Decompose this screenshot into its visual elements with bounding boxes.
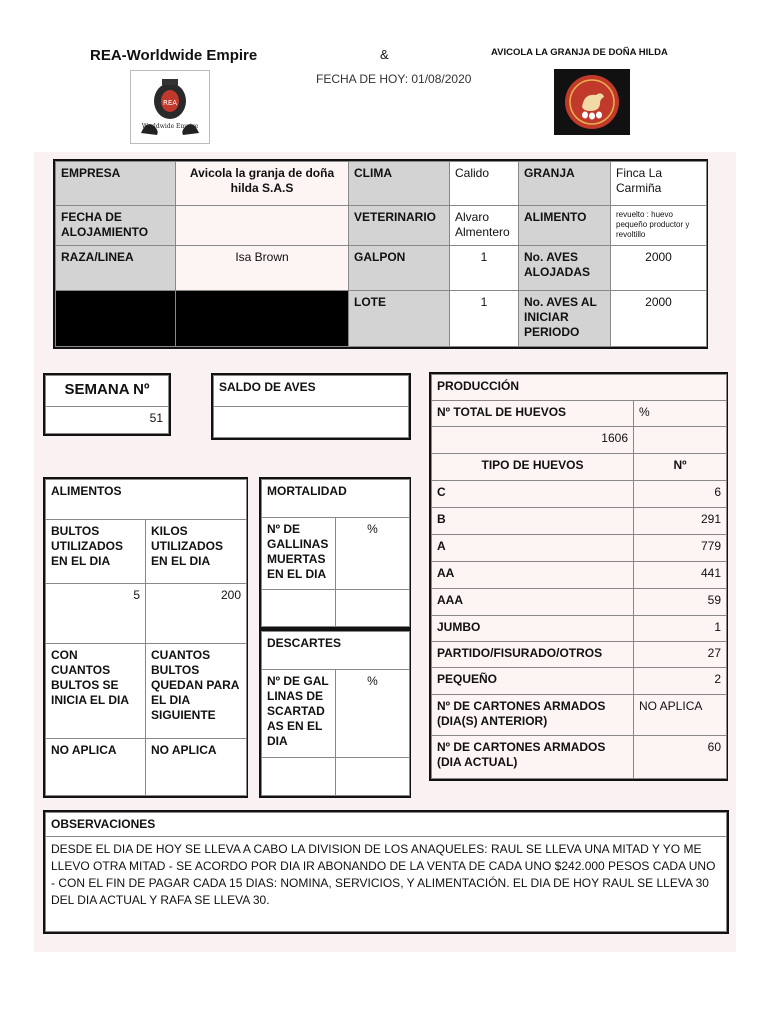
inicia-label: CON CUANTOS BULTOS SE INICIA EL DIA xyxy=(46,644,146,739)
total-huevos-value: 1606 xyxy=(432,427,634,454)
company-right-title: AVICOLA LA GRANJA DE DOÑA HILDA xyxy=(491,47,668,58)
crest-icon xyxy=(131,71,209,143)
kilos-value: 200 xyxy=(146,584,247,644)
veterinario-value: Alvaro Almentero xyxy=(450,206,519,246)
observaciones-box xyxy=(43,810,729,934)
quedan-value: NO APLICA xyxy=(146,739,247,796)
galpon-value: 1 xyxy=(450,246,519,290)
saldo-label: SALDO DE AVES xyxy=(214,376,409,407)
alimentos-title: ALIMENTOS xyxy=(46,480,247,520)
aves-inicio-value: 2000 xyxy=(611,290,707,346)
clima-label: CLIMA xyxy=(349,162,450,206)
galpon-label: GALPON xyxy=(349,246,450,290)
mortalidad-value xyxy=(262,590,336,627)
ampersand: & xyxy=(380,47,389,62)
egg-count: 59 xyxy=(634,589,727,616)
descartes-pct-value xyxy=(336,758,410,796)
total-huevos-label: Nº TOTAL DE HUEVOS xyxy=(432,401,634,427)
mortalidad-pct-label: % xyxy=(336,518,410,590)
descartes-value xyxy=(262,758,336,796)
fecha-alojamiento-label: FECHA DE ALOJAMIENTO xyxy=(56,206,176,246)
descartes-pct-label: % xyxy=(336,670,410,758)
mortalidad-table xyxy=(259,477,411,629)
granja-value: Finca La Carmiña xyxy=(611,162,707,206)
egg-count: 27 xyxy=(634,642,727,668)
empresa-value: Avicola la granja de doña hilda S.A.S xyxy=(176,162,349,206)
egg-count: 1 xyxy=(634,616,727,642)
lote-label: LOTE xyxy=(349,290,450,346)
saldo-value xyxy=(214,407,409,438)
veterinario-label: VETERINARIO xyxy=(349,206,450,246)
alimentos-table xyxy=(43,477,248,798)
alimento-value: revuelto : huevo pequeño productor y revoltillo xyxy=(611,206,707,246)
egg-type: B xyxy=(432,508,634,535)
semana-label: SEMANA Nº xyxy=(46,376,169,407)
total-huevos-pct-value xyxy=(634,427,727,454)
num-label: Nº xyxy=(634,454,727,481)
egg-type: AA xyxy=(432,562,634,589)
date-today: FECHA DE HOY: 01/08/2020 xyxy=(316,72,472,86)
clima-value: Calido xyxy=(450,162,519,206)
saldo-box xyxy=(211,373,411,440)
blank-black-cell xyxy=(56,290,176,346)
mortalidad-title: MORTALIDAD xyxy=(262,480,410,518)
cartones-anterior-label: Nº DE CARTONES ARMADOS (DIA(S) ANTERIOR) xyxy=(432,695,634,736)
egg-count: 2 xyxy=(634,668,727,695)
mortalidad-label: Nº DE GALLINAS MUERTAS EN EL DIA xyxy=(262,518,336,590)
egg-type: AAA xyxy=(432,589,634,616)
egg-type: JUMBO xyxy=(432,616,634,642)
raza-value: Isa Brown xyxy=(176,246,349,290)
mortalidad-pct-value xyxy=(336,590,410,627)
semana-box xyxy=(43,373,171,436)
produccion-table xyxy=(429,372,728,781)
granja-label: GRANJA xyxy=(519,162,611,206)
svg-text:REA: REA xyxy=(162,99,178,107)
descartes-table xyxy=(259,629,411,798)
egg-type: PARTIDO/FISURADO/OTROS xyxy=(432,642,634,668)
observaciones-title: OBSERVACIONES xyxy=(46,813,727,837)
info-table xyxy=(53,159,708,349)
fecha-alojamiento-value xyxy=(176,206,349,246)
lote-value: 1 xyxy=(450,290,519,346)
total-huevos-pct-label: % xyxy=(634,401,727,427)
cartones-anterior-value: NO APLICA xyxy=(634,695,727,736)
aves-alojadas-label: No. AVES ALOJADAS xyxy=(519,246,611,290)
raza-label: RAZA/LINEA xyxy=(56,246,176,290)
svg-text:Worldwide Empire: Worldwide Empire xyxy=(141,123,199,130)
aves-inicio-label: No. AVES AL INICIAR PERIODO xyxy=(519,290,611,346)
produccion-title: PRODUCCIÓN xyxy=(432,375,727,401)
egg-type: PEQUEÑO xyxy=(432,668,634,695)
alimento-label: ALIMENTO xyxy=(519,206,611,246)
quedan-label: CUANTOS BULTOS QUEDAN PARA EL DIA SIGUIENTE xyxy=(146,644,247,739)
egg-count: 6 xyxy=(634,481,727,508)
egg-type: A xyxy=(432,535,634,562)
kilos-label: KILOS UTILIZADOS EN EL DIA xyxy=(146,520,247,584)
observaciones-text: DESDE EL DIA DE HOY SE LLEVA A CABO LA DIVISION DE LOS ANAQUELES: RAUL SE LLEVA UNA MITAD Y YO ME LLEVO OTRA MITAD - SE ACORDO POR DIA IR ABONANDO DE LA VENTA DE CADA UNO $242.000 PESOS CADA UNO - CON EL FIN DE PAGAR CADA 15 DIAS: NOMINA, SERVICIOS, Y ALIMENTACIÓN. EL DIA DE HOY RAUL SE LLEVA 30 DEL DIA ACTUAL Y RAFA SE LLEVA 30. xyxy=(46,837,727,932)
empresa-label: EMPRESA xyxy=(56,162,176,206)
tipo-huevos-label: TIPO DE HUEVOS xyxy=(432,454,634,481)
bultos-label: BULTOS UTILIZADOS EN EL DIA xyxy=(46,520,146,584)
egg-count: 291 xyxy=(634,508,727,535)
cartones-actual-label: Nº DE CARTONES ARMADOS (DIA ACTUAL) xyxy=(432,736,634,779)
semana-value: 51 xyxy=(46,407,169,434)
aves-alojadas-value: 2000 xyxy=(611,246,707,290)
bultos-value: 5 xyxy=(46,584,146,644)
egg-count: 779 xyxy=(634,535,727,562)
blank-black-cell xyxy=(176,290,349,346)
descartes-label: Nº DE GALLINAS DESCARTADAS EN EL DIA xyxy=(262,670,336,758)
hen-icon xyxy=(554,69,630,135)
descartes-title: DESCARTES xyxy=(262,632,410,670)
company-left-title: REA-Worldwide Empire xyxy=(90,47,258,64)
egg-type: C xyxy=(432,481,634,508)
rea-logo xyxy=(130,70,210,144)
cartones-actual-value: 60 xyxy=(634,736,727,779)
egg-count: 441 xyxy=(634,562,727,589)
granja-logo xyxy=(554,69,630,135)
inicia-value: NO APLICA xyxy=(46,739,146,796)
